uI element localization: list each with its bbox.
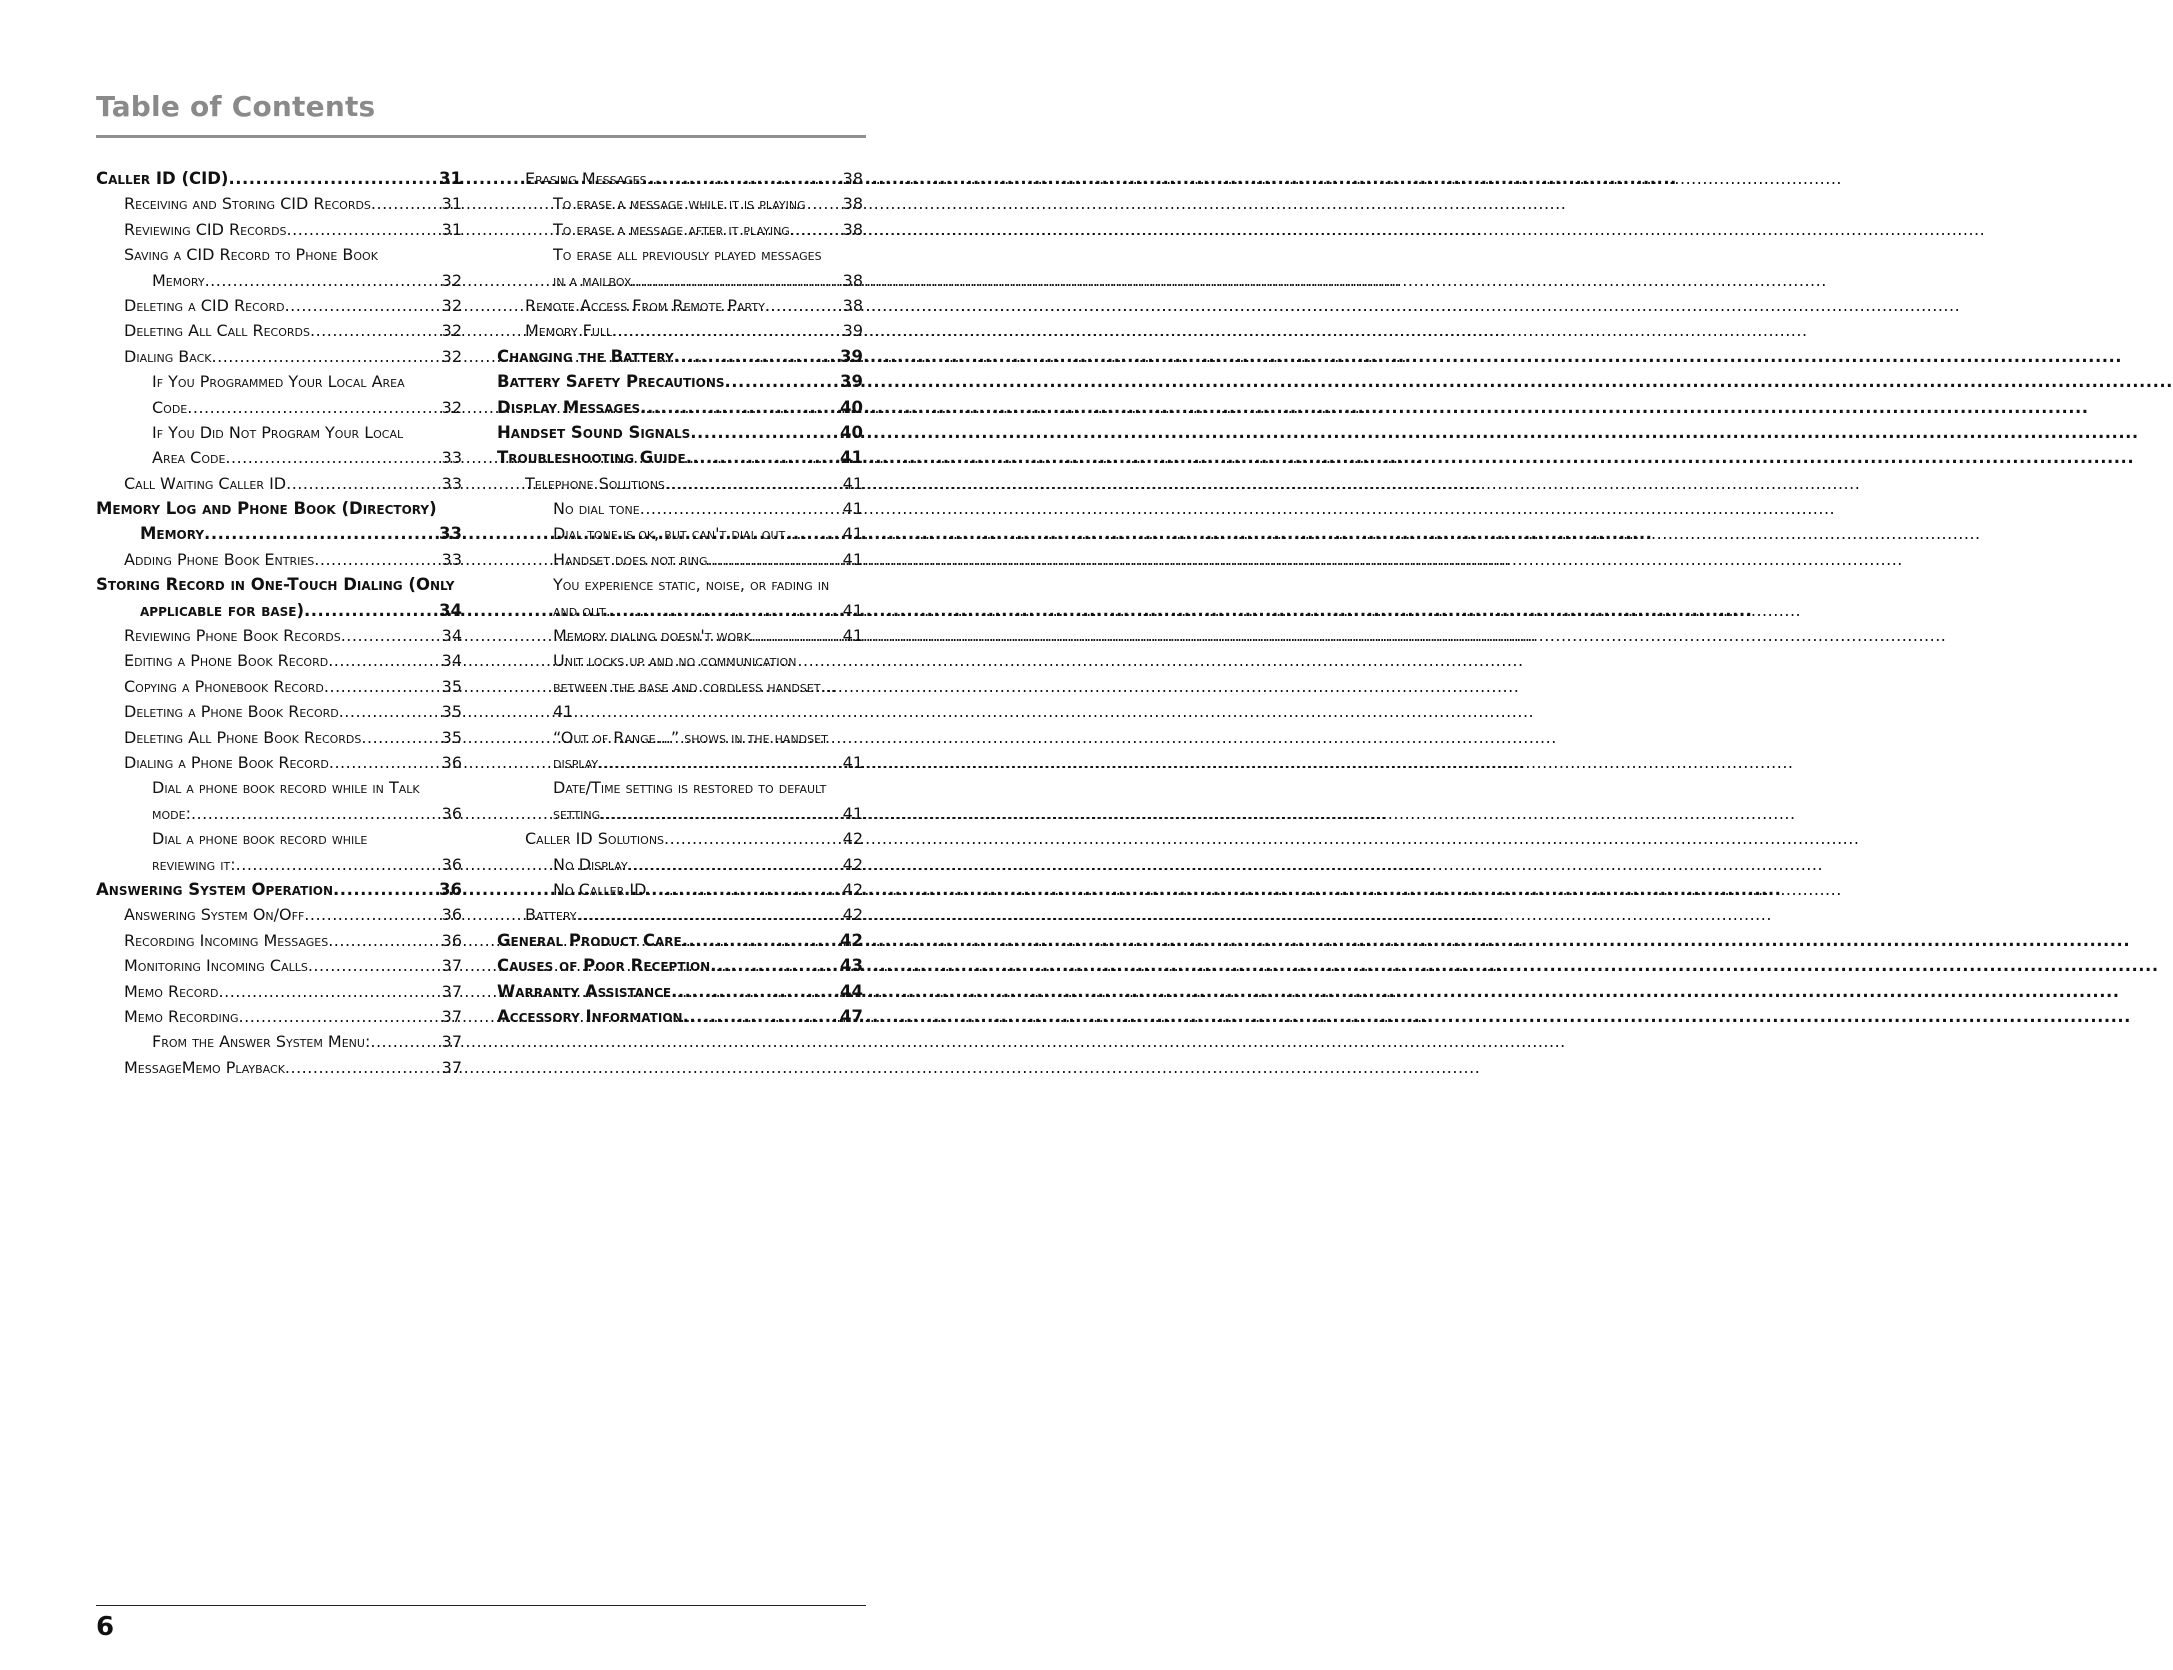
toc-entry	[497, 750, 863, 775]
dot-leader	[329, 750, 441, 775]
toc-entry	[96, 496, 462, 521]
toc-entry-page: 36	[441, 905, 462, 925]
toc-entry-page: 39	[842, 321, 863, 341]
toc-entry	[497, 242, 863, 267]
toc-entry	[96, 623, 462, 648]
toc-entry	[497, 471, 863, 496]
toc-entry	[497, 852, 863, 877]
toc-entry-page: 37	[441, 981, 462, 1001]
toc-entry-title: Remote Access From Remote Party	[525, 295, 765, 315]
toc-entry-title: between the base and cordless handset...	[553, 676, 836, 696]
dot-leader	[628, 852, 842, 877]
toc-entry-title: To erase all previously played messages	[553, 245, 822, 265]
toc-entry-page: 41	[842, 752, 863, 772]
toc-entry-title: Monitoring Incoming Calls	[124, 956, 308, 976]
toc-entry-page: 44	[840, 981, 863, 1001]
toc-entry	[497, 902, 863, 927]
toc-entry	[497, 521, 863, 546]
dot-leader	[304, 598, 438, 623]
dot-leader	[285, 1055, 441, 1080]
toc-entry-page: 31	[441, 219, 462, 239]
dot-leader	[600, 801, 841, 826]
toc-entry	[497, 445, 863, 470]
dot-leader	[324, 674, 441, 699]
toc-entry-title: display	[553, 752, 599, 772]
toc-entry-page: 41	[842, 473, 863, 493]
dot-leader	[191, 801, 441, 826]
dot-leader	[785, 521, 841, 546]
toc-entry-title: Editing a Phone Book Record	[124, 651, 329, 671]
toc-entry-title: Adding Phone Book Entries	[124, 549, 315, 569]
toc-entry-title: Caller ID (CID)	[96, 169, 229, 188]
toc-entry-title: mode:	[152, 803, 191, 823]
toc-entry-title: Copying a Phonebook Record	[124, 676, 324, 696]
dot-leader	[686, 445, 839, 470]
toc-entry-title: If You Did Not Program Your Local	[152, 422, 404, 442]
toc-entry	[96, 318, 462, 343]
dot-leader	[646, 877, 841, 902]
toc-entry-title: No dial tone	[553, 499, 640, 519]
toc-entry-page: 36	[441, 854, 462, 874]
toc-entry	[96, 648, 462, 673]
toc-entry-title: Caller ID Solutions	[525, 829, 665, 849]
toc-entry-title: Deleting a Phone Book Record	[124, 702, 339, 722]
toc-entry	[497, 674, 863, 699]
toc-entry	[96, 572, 462, 597]
toc-entry	[96, 191, 462, 216]
dot-leader	[671, 979, 839, 1004]
toc-entry	[96, 852, 462, 877]
dot-leader	[631, 268, 841, 293]
toc-entry-page: 33	[441, 549, 462, 569]
toc-entry-page: 41	[842, 524, 863, 544]
toc-entry	[96, 928, 462, 953]
toc-entry	[96, 521, 462, 546]
toc-entry-title: Memory Full	[525, 321, 613, 341]
toc-entry-page: 38	[842, 295, 863, 315]
dot-leader	[225, 445, 440, 470]
toc-entry	[96, 1004, 462, 1029]
toc-entry-page: 32	[441, 346, 462, 366]
toc-entry-page: 38	[842, 270, 863, 290]
dot-leader	[341, 623, 441, 648]
dot-leader	[371, 191, 441, 216]
toc-entry-page: 32	[441, 270, 462, 290]
dot-leader	[665, 471, 842, 496]
toc-entry-title: Call Waiting Caller ID	[124, 473, 287, 493]
dot-leader	[577, 902, 842, 927]
toc-entry	[497, 775, 863, 800]
toc-entry	[96, 395, 462, 420]
toc-entry	[497, 725, 863, 750]
toc-entry-title: Deleting a CID Record	[124, 295, 285, 315]
toc-entry-page: 33	[439, 524, 462, 544]
toc-entry-title: Memory Log and Phone Book (Directory)	[96, 499, 437, 519]
dot-leader	[690, 420, 839, 445]
toc-entry	[96, 826, 462, 851]
dot-leader	[236, 852, 441, 877]
toc-entry-title: Handset Sound Signals	[497, 422, 691, 442]
toc-entry	[497, 572, 863, 597]
dot-leader	[287, 217, 441, 242]
dot-leader	[205, 268, 441, 293]
toc-entry-page: 41	[842, 626, 863, 646]
toc-entry	[497, 1004, 863, 1029]
toc-entry-page: 36	[441, 930, 462, 950]
toc-entry-title: Deleting All Phone Book Records	[124, 727, 362, 747]
toc-entry-page: 34	[439, 600, 462, 620]
dot-leader	[328, 928, 440, 953]
dot-leader	[640, 496, 842, 521]
toc-entry	[96, 725, 462, 750]
toc-entry-title: Recording Incoming Messages	[124, 930, 329, 950]
toc-entry-page: 42	[842, 829, 863, 849]
page-number: 6	[96, 1612, 115, 1642]
toc-entry-page: 32	[441, 295, 462, 315]
dot-leader	[212, 344, 441, 369]
toc-entry-page: 35	[441, 702, 462, 722]
toc-entry	[497, 648, 863, 673]
toc-entry-title: Warranty Assistance	[497, 981, 672, 1001]
toc-entry-title: Display Messages	[497, 397, 641, 417]
toc-entry-page: 36	[441, 752, 462, 772]
toc-entry-page: 34	[441, 626, 462, 646]
toc-entry-page: 42	[840, 930, 863, 950]
toc-entry	[96, 674, 462, 699]
toc-entry-page: 35	[441, 727, 462, 747]
toc-entry-page: 41	[842, 549, 863, 569]
toc-entry-page: 38	[842, 169, 863, 188]
toc-entry-title: Changing the Battery	[497, 346, 674, 366]
toc-entry	[497, 877, 863, 902]
toc-entry-page: 39	[840, 346, 863, 366]
toc-entry-page: 41	[840, 448, 863, 468]
dot-leader	[361, 725, 440, 750]
toc-entry	[497, 699, 863, 724]
toc-entry-page: 31	[439, 169, 462, 188]
dot-leader	[187, 395, 440, 420]
dot-leader	[308, 953, 441, 978]
dot-leader	[707, 547, 841, 572]
toc-entry-title: Saving a CID Record to Phone Book	[124, 245, 378, 265]
dot-leader	[682, 928, 839, 953]
toc-entry-page: 37	[441, 1032, 462, 1052]
toc-entry-page: 31	[441, 194, 462, 214]
toc-entry-title: Memory	[152, 270, 205, 290]
toc-entry-page: 47	[840, 1006, 863, 1026]
dot-leader	[310, 318, 441, 343]
dot-leader	[286, 471, 441, 496]
toc-entry-title: Erasing Messages	[525, 169, 647, 188]
toc-entry-title: No Caller ID	[553, 879, 647, 899]
toc-entry	[96, 979, 462, 1004]
toc-entry	[96, 166, 462, 191]
toc-entry-page: 40	[840, 397, 863, 417]
toc-entry-page: 33	[441, 473, 462, 493]
toc-entry-page: 32	[441, 397, 462, 417]
toc-entry	[497, 344, 863, 369]
toc-entry	[96, 598, 462, 623]
dot-leader	[640, 395, 839, 420]
toc-entry	[96, 445, 462, 470]
toc-entry-title: Troubleshooting Guide	[497, 448, 686, 468]
toc-entry	[96, 471, 462, 496]
dot-leader	[328, 648, 440, 673]
toc-entry-title: Area Code	[152, 448, 226, 468]
toc-entry	[497, 547, 863, 572]
toc-entry	[96, 344, 462, 369]
page-title: Table of Contents	[96, 90, 376, 123]
toc-entry	[497, 318, 863, 343]
toc-entry	[497, 826, 863, 851]
toc-entry-title: applicable for base)	[140, 600, 305, 620]
toc-entry-title: Handset does not ring	[553, 549, 708, 569]
toc-entry-page: 42	[842, 854, 863, 874]
dot-leader	[664, 826, 842, 851]
dot-leader	[370, 1029, 440, 1054]
toc-entry-title: in a mailbox	[553, 270, 632, 290]
toc-entry	[96, 242, 462, 267]
toc-entry-title: reviewing it:	[152, 854, 236, 874]
toc-entry-page: 43	[840, 956, 863, 976]
footer-divider	[96, 1605, 866, 1606]
toc-entry-page: 36	[439, 879, 462, 899]
dot-leader	[765, 293, 842, 318]
dot-leader	[314, 547, 440, 572]
title-divider	[96, 135, 866, 138]
toc-entry-title: Dialing Back	[124, 346, 212, 366]
toc-entry	[497, 801, 863, 826]
toc-entry	[497, 217, 863, 242]
dot-leader	[674, 344, 839, 369]
toc-entry-title: Battery Safety Precautions	[497, 372, 725, 392]
toc-entry	[96, 775, 462, 800]
toc-entry-page: 37	[441, 956, 462, 976]
dot-leader	[228, 166, 438, 191]
dot-leader	[683, 1004, 839, 1029]
toc-entry	[96, 750, 462, 775]
toc-entry-page: 36	[441, 803, 462, 823]
toc-entry-title: MessageMemo Playback	[124, 1057, 285, 1077]
toc-entry	[497, 191, 863, 216]
toc-entry-page: 34	[441, 651, 462, 671]
toc-entry	[497, 293, 863, 318]
toc-entry	[497, 598, 863, 623]
toc-entry-title: Code	[152, 397, 188, 417]
toc-entry-title: Battery	[525, 905, 577, 925]
toc-entry	[497, 166, 863, 191]
toc-entry-title: Causes of Poor Reception	[497, 956, 711, 976]
toc-entry-page: 38	[842, 219, 863, 239]
toc-entry-title: To erase a message while it is playing	[553, 194, 806, 214]
toc-entry-title: Deleting All Call Records	[124, 321, 310, 341]
toc-entry	[96, 547, 462, 572]
toc-entry-title: Memo Record	[124, 981, 219, 1001]
toc-entry-title: Memo Recording	[124, 1006, 239, 1026]
toc-entry-page: 42	[842, 905, 863, 925]
toc-entry	[497, 623, 863, 648]
toc-entry	[96, 953, 462, 978]
toc-entry-title: Dialing a Phone Book Record	[124, 752, 329, 772]
toc-right-column	[497, 166, 863, 1029]
toc-entry-page: 42	[842, 879, 863, 899]
toc-entry	[96, 369, 462, 394]
toc-entry-title: 41	[553, 702, 574, 722]
toc-entry-page: 38	[842, 194, 863, 214]
toc-left-column	[96, 166, 462, 1080]
toc-entry-page: 39	[840, 372, 863, 392]
toc-entry-page: 41	[842, 499, 863, 519]
toc-entry-title: “Out of Range...” shows in the handset	[553, 727, 828, 747]
toc-entry	[497, 496, 863, 521]
toc-entry-page: 41	[842, 600, 863, 620]
dot-leader	[285, 293, 441, 318]
toc-entry-page: 37	[441, 1006, 462, 1026]
toc-entry-title: Receiving and Storing CID Records	[124, 194, 371, 214]
toc-entry-title: setting	[553, 803, 601, 823]
toc-entry-title: Reviewing CID Records	[124, 219, 287, 239]
dot-leader	[647, 166, 842, 191]
toc-entry-title: Date/Time setting is restored to default	[553, 778, 827, 798]
toc-entry-page: 33	[441, 448, 462, 468]
dot-leader	[606, 598, 842, 623]
toc-entry	[96, 902, 462, 927]
toc-entry-page: 35	[441, 676, 462, 696]
toc-entry-page: 32	[441, 321, 462, 341]
toc-entry	[497, 953, 863, 978]
toc-entry-page: 40	[840, 422, 863, 442]
toc-entry-page: 37	[441, 1057, 462, 1077]
toc-entry	[497, 420, 863, 445]
toc-entry-title: Dial a phone book record while	[152, 829, 368, 849]
toc-entry	[497, 928, 863, 953]
toc-entry	[497, 979, 863, 1004]
toc-entry-title: Telephone Solutions	[525, 473, 665, 493]
toc-entry-title: and out	[553, 600, 606, 620]
toc-entry-title: Storing Record in One-Touch Dialing (Only	[96, 575, 455, 595]
dot-leader	[219, 979, 441, 1004]
dot-leader	[304, 902, 440, 927]
toc-entry	[497, 395, 863, 420]
toc-entry-title: Answering System Operation	[96, 879, 334, 899]
dot-leader	[612, 318, 841, 343]
toc-entry	[96, 293, 462, 318]
toc-entry-title: Memory dialing doesn't work	[553, 626, 751, 646]
dot-leader	[725, 369, 840, 394]
toc-entry-title: You experience static, noise, or fading in	[553, 575, 830, 595]
toc-entry-title: If You Programmed Your Local Area	[152, 372, 405, 392]
toc-entry-title: To erase a message after it playing	[553, 219, 790, 239]
dot-leader	[204, 521, 438, 546]
toc-entry	[497, 369, 863, 394]
toc-entry-title: Unit locks up and no communication	[553, 651, 797, 671]
toc-entry	[96, 1029, 462, 1054]
toc-entry-title: From the Answer System Menu:	[152, 1032, 371, 1052]
dot-leader	[239, 1004, 441, 1029]
toc-entry	[96, 801, 462, 826]
dot-leader	[333, 877, 438, 902]
dot-leader	[339, 699, 441, 724]
toc-entry	[96, 217, 462, 242]
toc-entry-title: Memory	[140, 524, 205, 544]
toc-entry-title: Dial a phone book record while in Talk	[152, 778, 420, 798]
toc-entry-title: Reviewing Phone Book Records	[124, 626, 341, 646]
toc-entry	[96, 420, 462, 445]
toc-entry-title: General Product Care	[497, 930, 682, 950]
dot-leader	[751, 623, 842, 648]
toc-entry-page: 41	[842, 803, 863, 823]
dot-leader	[790, 217, 842, 242]
toc-entry-title: Answering System On/Off	[124, 905, 305, 925]
dot-leader	[710, 953, 839, 978]
toc-entry-title: Accessory Information	[497, 1006, 683, 1026]
dot-leader	[598, 750, 842, 775]
toc-entry	[497, 268, 863, 293]
toc-entry	[96, 699, 462, 724]
toc-entry	[96, 877, 462, 902]
toc-entry-title: No Display	[553, 854, 628, 874]
toc-entry-title: Dial tone is ok, but can't dial out	[553, 524, 786, 544]
toc-entry	[96, 1055, 462, 1080]
toc-entry	[96, 268, 462, 293]
